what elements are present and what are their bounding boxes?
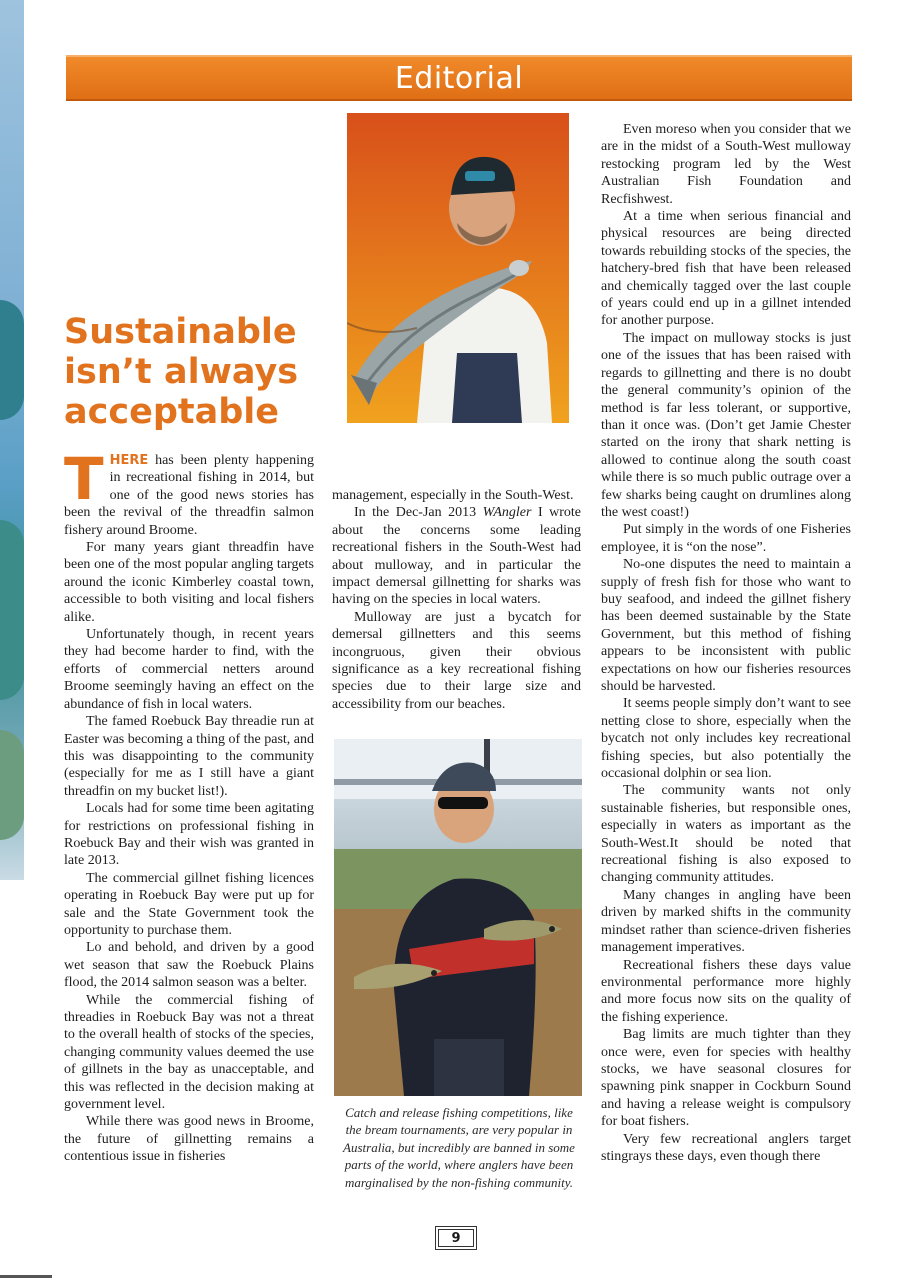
paragraph-text: In the Dec-Jan 2013 — [354, 505, 483, 521]
edge-art-shape — [0, 300, 24, 420]
paragraph: Unfortunately though, in recent years they had become harder to find, with the efforts of commercial netters around Broome seemingly having an effect on the abundance of fish in local waters. — [64, 627, 314, 712]
photo-caption: Catch and release fishing competitions, like the bream tournaments, are very popular in Australia, but incredibly are banned in some parts of the world, where anglers have been marginalised by the non-fishing community. — [343, 1105, 575, 1190]
paragraph: Lo and behold, and driven by a good wet season that saw the Roebuck Plains flood, the 2014 salmon season was a belter. — [64, 940, 314, 991]
article-column-2 — [332, 487, 581, 713]
angler-photo-barramundi — [347, 113, 569, 423]
paragraph: Very few recreational anglers target stingrays these days, even though there — [601, 1131, 851, 1164]
paragraph-text: has been plenty happening in recreational fishing in 2014, but one of the good news stories has been the revival of the threadfin salmon fishery around Broome. — [64, 453, 314, 538]
page-number: 9 — [435, 1226, 477, 1250]
edge-artwork — [0, 0, 24, 880]
paragraph — [332, 504, 581, 608]
article-column-3 — [601, 121, 851, 1165]
corner-rule — [0, 1275, 52, 1278]
paragraph: Even moreso when you consider that we are in the midst of a South-West mulloway restocking program led by the West Australian Fish Foundation and Recfishwest. — [601, 122, 851, 207]
section-banner — [66, 55, 852, 101]
paragraph: The famed Roebuck Bay threadie run at Easter was becoming a thing of the past, and this was disappointing to the community (especially for me as I still have a giant threadfin on my bucket list!). — [64, 714, 314, 799]
lead-in: HERE — [109, 453, 149, 468]
drop-cap: T — [64, 445, 104, 513]
paragraph: Locals had for some time been agitating for restrictions on professional fishing in Roebuck Bay and their wish was granted in late 2013. — [64, 801, 314, 869]
edge-art-shape — [0, 730, 24, 840]
paragraph: While there was good news in Broome, the future of gillnetting remains a contentious issue in fisheries — [64, 1114, 314, 1165]
paragraph: No-one disputes the need to maintain a supply of fresh fish for those who want to buy seafood, and indeed the gillnet fishery has been deemed sustainable by the State Government, but this method of fishing appears to be inconsistent with public expectations on how our fisheries resources should be harvested. — [601, 557, 851, 694]
edge-art-shape — [0, 520, 24, 700]
headline-line: Sustainable — [64, 312, 297, 352]
headline-line: isn’t always — [64, 352, 299, 392]
section-title: Editorial — [394, 60, 524, 96]
paragraph: The community wants not only sustainable fisheries, but responsible ones, especially in waters as important as the South-West.It should be noted that recreational fishing is also exposed to changing community attitudes. — [601, 783, 851, 886]
paragraph-text: I wrote about the concerns some leading recreational fishers in the South-West had about mulloway, and in particular the impact demersal gillnetting for sharks was having on the species in local waters. — [332, 505, 581, 608]
article-headline — [64, 312, 324, 432]
paragraph: Mulloway are just a bycatch for demersal gillnetters and this seems incongruous, given their obvious significance as a key recreational fishing species due to their large size and accessibility from our beaches. — [332, 609, 581, 712]
paragraph: At a time when serious financial and physical resources are being directed towards rebuilding stocks of the species, the hatchery-bred fish that have been released and chemically tagged over the last couple of years could end up in a gillnet intended for another purpose. — [601, 209, 851, 329]
paragraph: The commercial gillnet fishing licences operating in Roebuck Bay were put up for sale and the State Government took the opportunity to purchase them. — [64, 870, 314, 938]
paragraph: While the commercial fishing of threadies in Roebuck Bay was not a threat to the overall health of stocks of the species, changing community values deemed the use of gillnets in the bay as unacceptable, and this was reflected in the decision making at government level. — [64, 992, 314, 1113]
magazine-name: WAngler — [482, 505, 532, 521]
article-column-1 — [64, 445, 314, 1166]
paragraph — [64, 445, 314, 539]
paragraph: Bag limits are much tighter than they once were, even for species with healthy stocks, we have seasonal closures for spawning pink snapper in Cockburn Sound and having a release weight is compulsory for boat fishers. — [601, 1027, 851, 1130]
paragraph: It seems people simply don’t want to see netting close to shore, especially when the bycatch not only includes key recreational fishing species, but also potentially the occasional dolphin or sea lion. — [601, 696, 851, 782]
paragraph: Put simply in the words of one Fisheries employee, it is “on the nose”. — [601, 522, 851, 555]
angler-illustration — [347, 113, 569, 423]
paragraph: For many years giant threadfin have been one of the most popular angling targets around the iconic Kimberley coastal town, accessible to both visiting and local fishers alike. — [64, 540, 314, 625]
paragraph: Recreational fishers these days value environmental performance more highly and more focus now sits on the quality of the fishing experience. — [601, 957, 851, 1025]
headline-line: acceptable — [64, 392, 280, 432]
paragraph: Many changes in angling have been driven by marked shifts in the community mindset rather than science-driven fisheries management imperatives. — [601, 887, 851, 956]
paragraph: management, especially in the South-West. — [332, 488, 574, 503]
bream-angler-photo — [334, 739, 582, 1096]
bream-angler-illustration — [334, 739, 582, 1096]
paragraph: The impact on mulloway stocks is just one of the issues that has been raised with regards to gillnetting and there is no doubt the general community’s opinion of the method is far less tolerant, or supportive, than it once was. (Don’t get Jamie Chester started on the irony that shark netting is allowed to continue along the south coast while there is so much public outrage over a few sharks being caught on drumlines along the west coast!) — [601, 330, 851, 520]
